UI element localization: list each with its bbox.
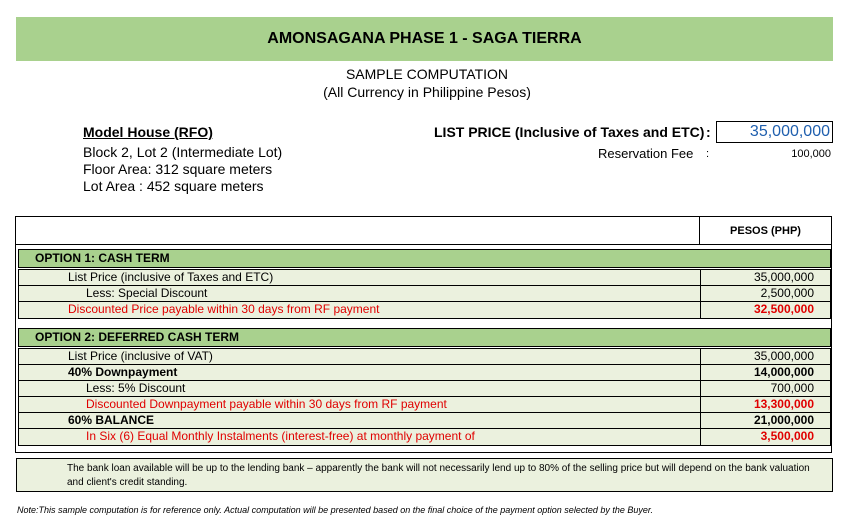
row-value: 13,300,000 [753, 397, 814, 411]
table-row [19, 397, 830, 413]
list-price-label: LIST PRICE (Inclusive of Taxes and ETC) [434, 124, 705, 140]
row-label: List Price (inclusive of Taxes and ETC) [68, 270, 274, 284]
row-label: Less: Special Discount [86, 286, 208, 300]
model-lot-area: Lot Area : 452 square meters [83, 178, 264, 194]
row-label: Less: 5% Discount [86, 381, 186, 395]
table-header [16, 217, 831, 245]
computation-table [15, 216, 832, 453]
footer-note: Note:This sample computation is for reference only. Actual computation will be presented based on the final choice of the payment option selected by the Buyer. [17, 505, 654, 515]
row-label: In Six (6) Equal Monthly Instalments (interest-free) at monthly payment of [86, 429, 475, 443]
model-heading: Model House (RFO) [83, 124, 213, 140]
row-label: 40% Downpayment [68, 365, 178, 379]
option1-rows [18, 269, 831, 319]
row-label: 60% BALANCE [68, 413, 155, 427]
model-info [83, 124, 282, 195]
page-title: AMONSAGANA PHASE 1 - SAGA TIERRA [16, 17, 833, 61]
model-floor-area: Floor Area: 312 square meters [83, 161, 273, 177]
subtitle: SAMPLE COMPUTATION [345, 66, 509, 82]
option1-heading: OPTION 1: CASH TERM [18, 249, 831, 268]
row-value: 2,500,000 [760, 286, 814, 300]
row-value: 35,000,000 [753, 270, 814, 284]
column-header-pesos: PESOS (PHP) [730, 225, 801, 237]
reservation-fee-value: 100,000 [791, 148, 831, 160]
list-price-value: 35,000,000 [716, 121, 833, 143]
table-row [19, 286, 830, 302]
list-price-colon: : [706, 124, 711, 140]
table-row [19, 349, 830, 365]
option2-heading: OPTION 2: DEFERRED CASH TERM [18, 328, 831, 347]
reservation-fee-colon: : [706, 148, 710, 160]
table-row [19, 365, 830, 381]
table-row [19, 381, 830, 397]
row-value: 32,500,000 [753, 302, 814, 316]
table-row [19, 413, 830, 429]
currency-note: (All Currency in Philippine Pesos) [323, 84, 531, 100]
table-row [19, 302, 830, 318]
table-row [19, 429, 830, 445]
table-row [19, 270, 830, 286]
option2-rows [18, 348, 831, 446]
row-value: 14,000,000 [753, 365, 814, 379]
row-value: 35,000,000 [753, 349, 814, 363]
row-value: 3,500,000 [760, 429, 814, 443]
model-lot: Block 2, Lot 2 (Intermediate Lot) [83, 144, 283, 160]
row-value: 700,000 [770, 381, 814, 395]
row-label: List Price (inclusive of VAT) [68, 349, 213, 363]
bank-loan-note: The bank loan available will be up to the lending bank – apparently the bank will not necessarily lend up to 80% of the selling price but will depend on the bank valuation and client's credit standing. [16, 458, 833, 492]
row-value: 21,000,000 [753, 413, 814, 427]
reservation-fee-label: Reservation Fee [598, 146, 694, 161]
row-label: Discounted Downpayment payable within 30 days from RF payment [86, 397, 447, 411]
row-label: Discounted Price payable within 30 days from RF payment [68, 302, 380, 316]
